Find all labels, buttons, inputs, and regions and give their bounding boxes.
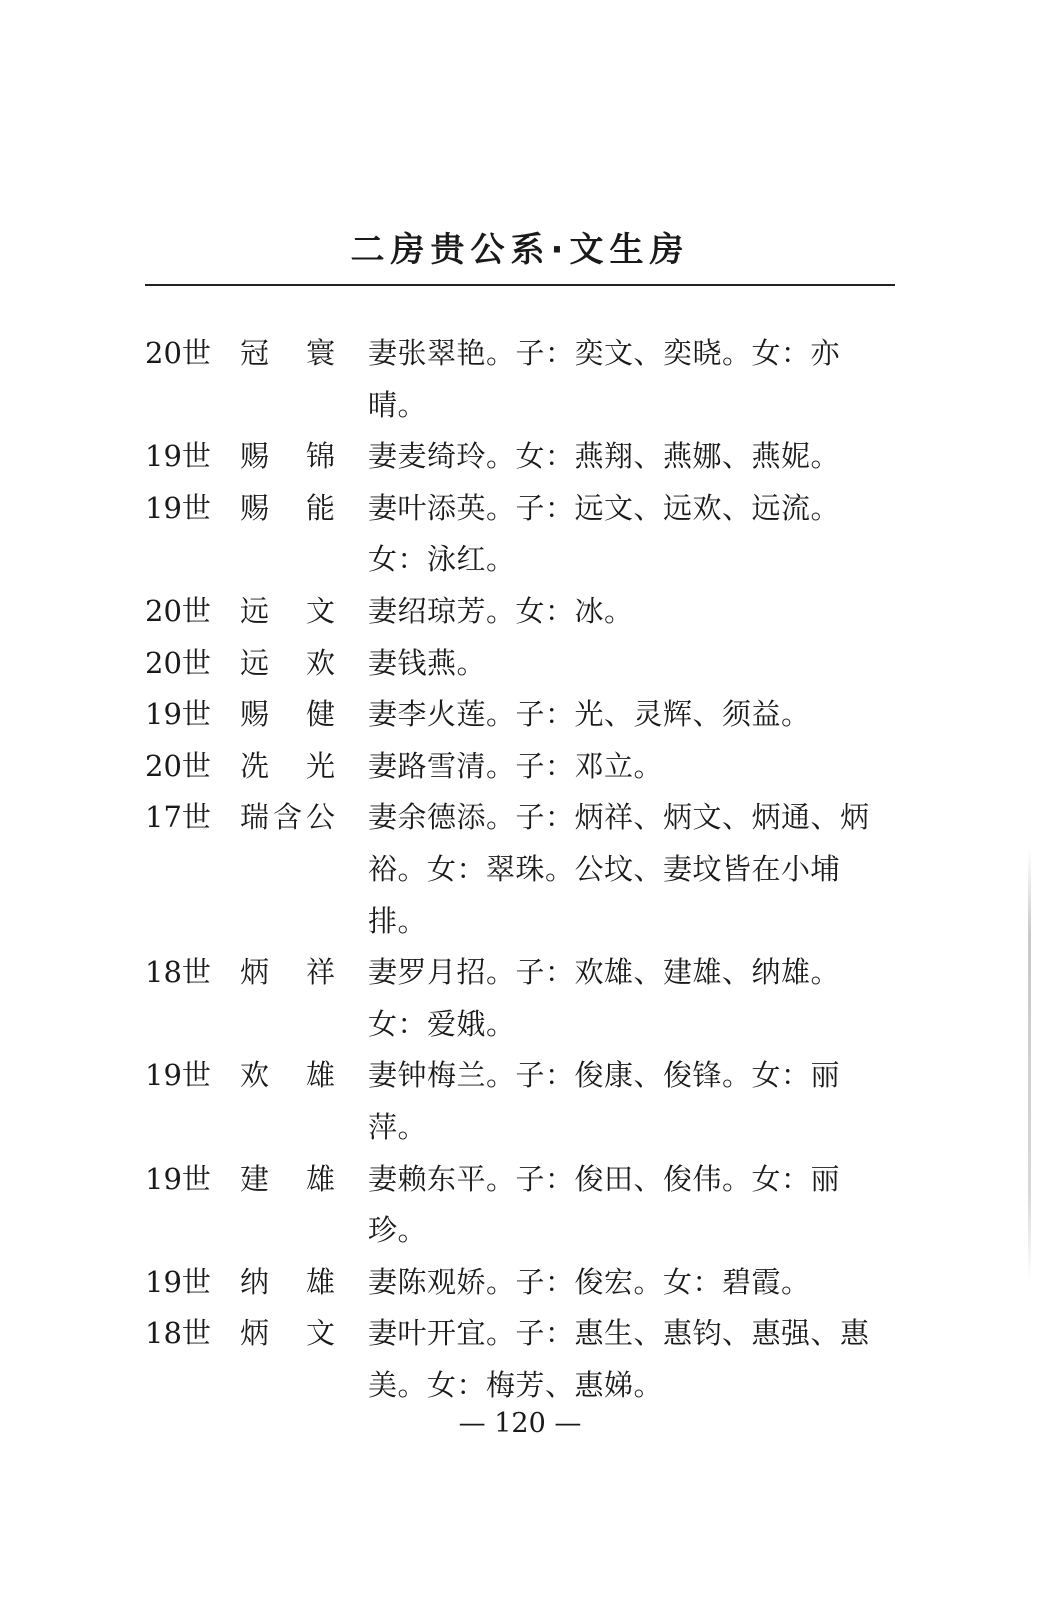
family-detail: 妻张翠艳。子：奕文、奕晓。女：亦晴。 [368,336,841,422]
genealogy-entry [145,1257,905,1309]
generation-label: 19世 [145,439,211,474]
person-name: 赐健 [240,697,335,732]
person-name: 瑞含公 [240,800,335,835]
family-detail: 妻李火莲。子：光、灵辉、须益。 [368,697,811,732]
person-name: 炳祥 [240,955,335,990]
person-name: 远欢 [240,645,335,680]
genealogy-list [145,328,905,1411]
family-detail: 妻路雪清。子：邓立。 [368,748,664,783]
genealogy-entry [145,483,905,586]
person-name: 建雄 [240,1161,335,1196]
generation-label: 20世 [145,645,211,680]
genealogy-entry [145,586,905,638]
family-detail: 妻麦绮玲。女：燕翔、燕娜、燕妮。 [368,439,841,474]
generation-label: 17世 [145,800,211,835]
generation-label: 19世 [145,1058,211,1093]
genealogy-entry [145,741,905,793]
family-detail: 妻绍琼芳。女：冰。 [368,593,634,628]
person-name: 冠寰 [240,336,335,370]
genealogy-entry [145,1050,905,1153]
page-title: 二房贵公系·文生房 [350,230,690,270]
person-name: 远文 [240,593,335,628]
family-detail: 妻赖东平。子：俊田、俊伟。女：丽珍。 [368,1161,841,1248]
genealogy-entry [145,947,905,1050]
person-name: 炳文 [240,1316,335,1351]
family-detail: 妻陈观娇。子：俊宏。女：碧霞。 [368,1264,811,1299]
person-name: 赐锦 [240,439,335,474]
person-name: 纳雄 [240,1264,335,1299]
person-name: 赐能 [240,490,335,525]
generation-label: 20世 [145,748,211,783]
family-detail: 妻钱燕。 [368,645,487,680]
genealogy-entry [145,638,905,690]
generation-label: 18世 [145,955,211,990]
page-number: — 120 — [458,1408,582,1439]
scan-edge-mark [1028,850,1031,1280]
genealogy-entry [145,328,905,431]
genealogy-entry [145,1154,905,1257]
generation-label: 20世 [145,593,211,628]
genealogy-entry [145,689,905,741]
generation-label: 20世 [145,336,211,370]
genealogy-entry [145,1308,905,1411]
generation-label: 18世 [145,1316,211,1351]
person-name: 冼光 [240,748,335,783]
genealogy-entry [145,431,905,483]
generation-label: 19世 [145,697,211,732]
generation-label: 19世 [145,490,211,525]
family-detail: 妻叶添英。子：远文、远欢、远流。女：泳红。 [368,490,841,577]
genealogy-entry [145,792,905,947]
family-detail: 妻余德添。子：炳祥、炳文、炳通、炳裕。女：翠珠。公坟、妻坟皆在小埔排。 [368,800,870,938]
family-detail: 妻罗月招。子：欢雄、建雄、纳雄。女：爱娥。 [368,955,841,1041]
person-name: 欢雄 [240,1058,335,1093]
family-detail: 妻叶开宜。子：惠生、惠钧、惠强、惠美。女：梅芳、惠娣。 [368,1316,870,1402]
family-detail: 妻钟梅兰。子：俊康、俊锋。女：丽萍。 [368,1058,841,1144]
header-divider [145,284,895,286]
generation-label: 19世 [145,1161,211,1196]
generation-label: 19世 [145,1264,211,1299]
